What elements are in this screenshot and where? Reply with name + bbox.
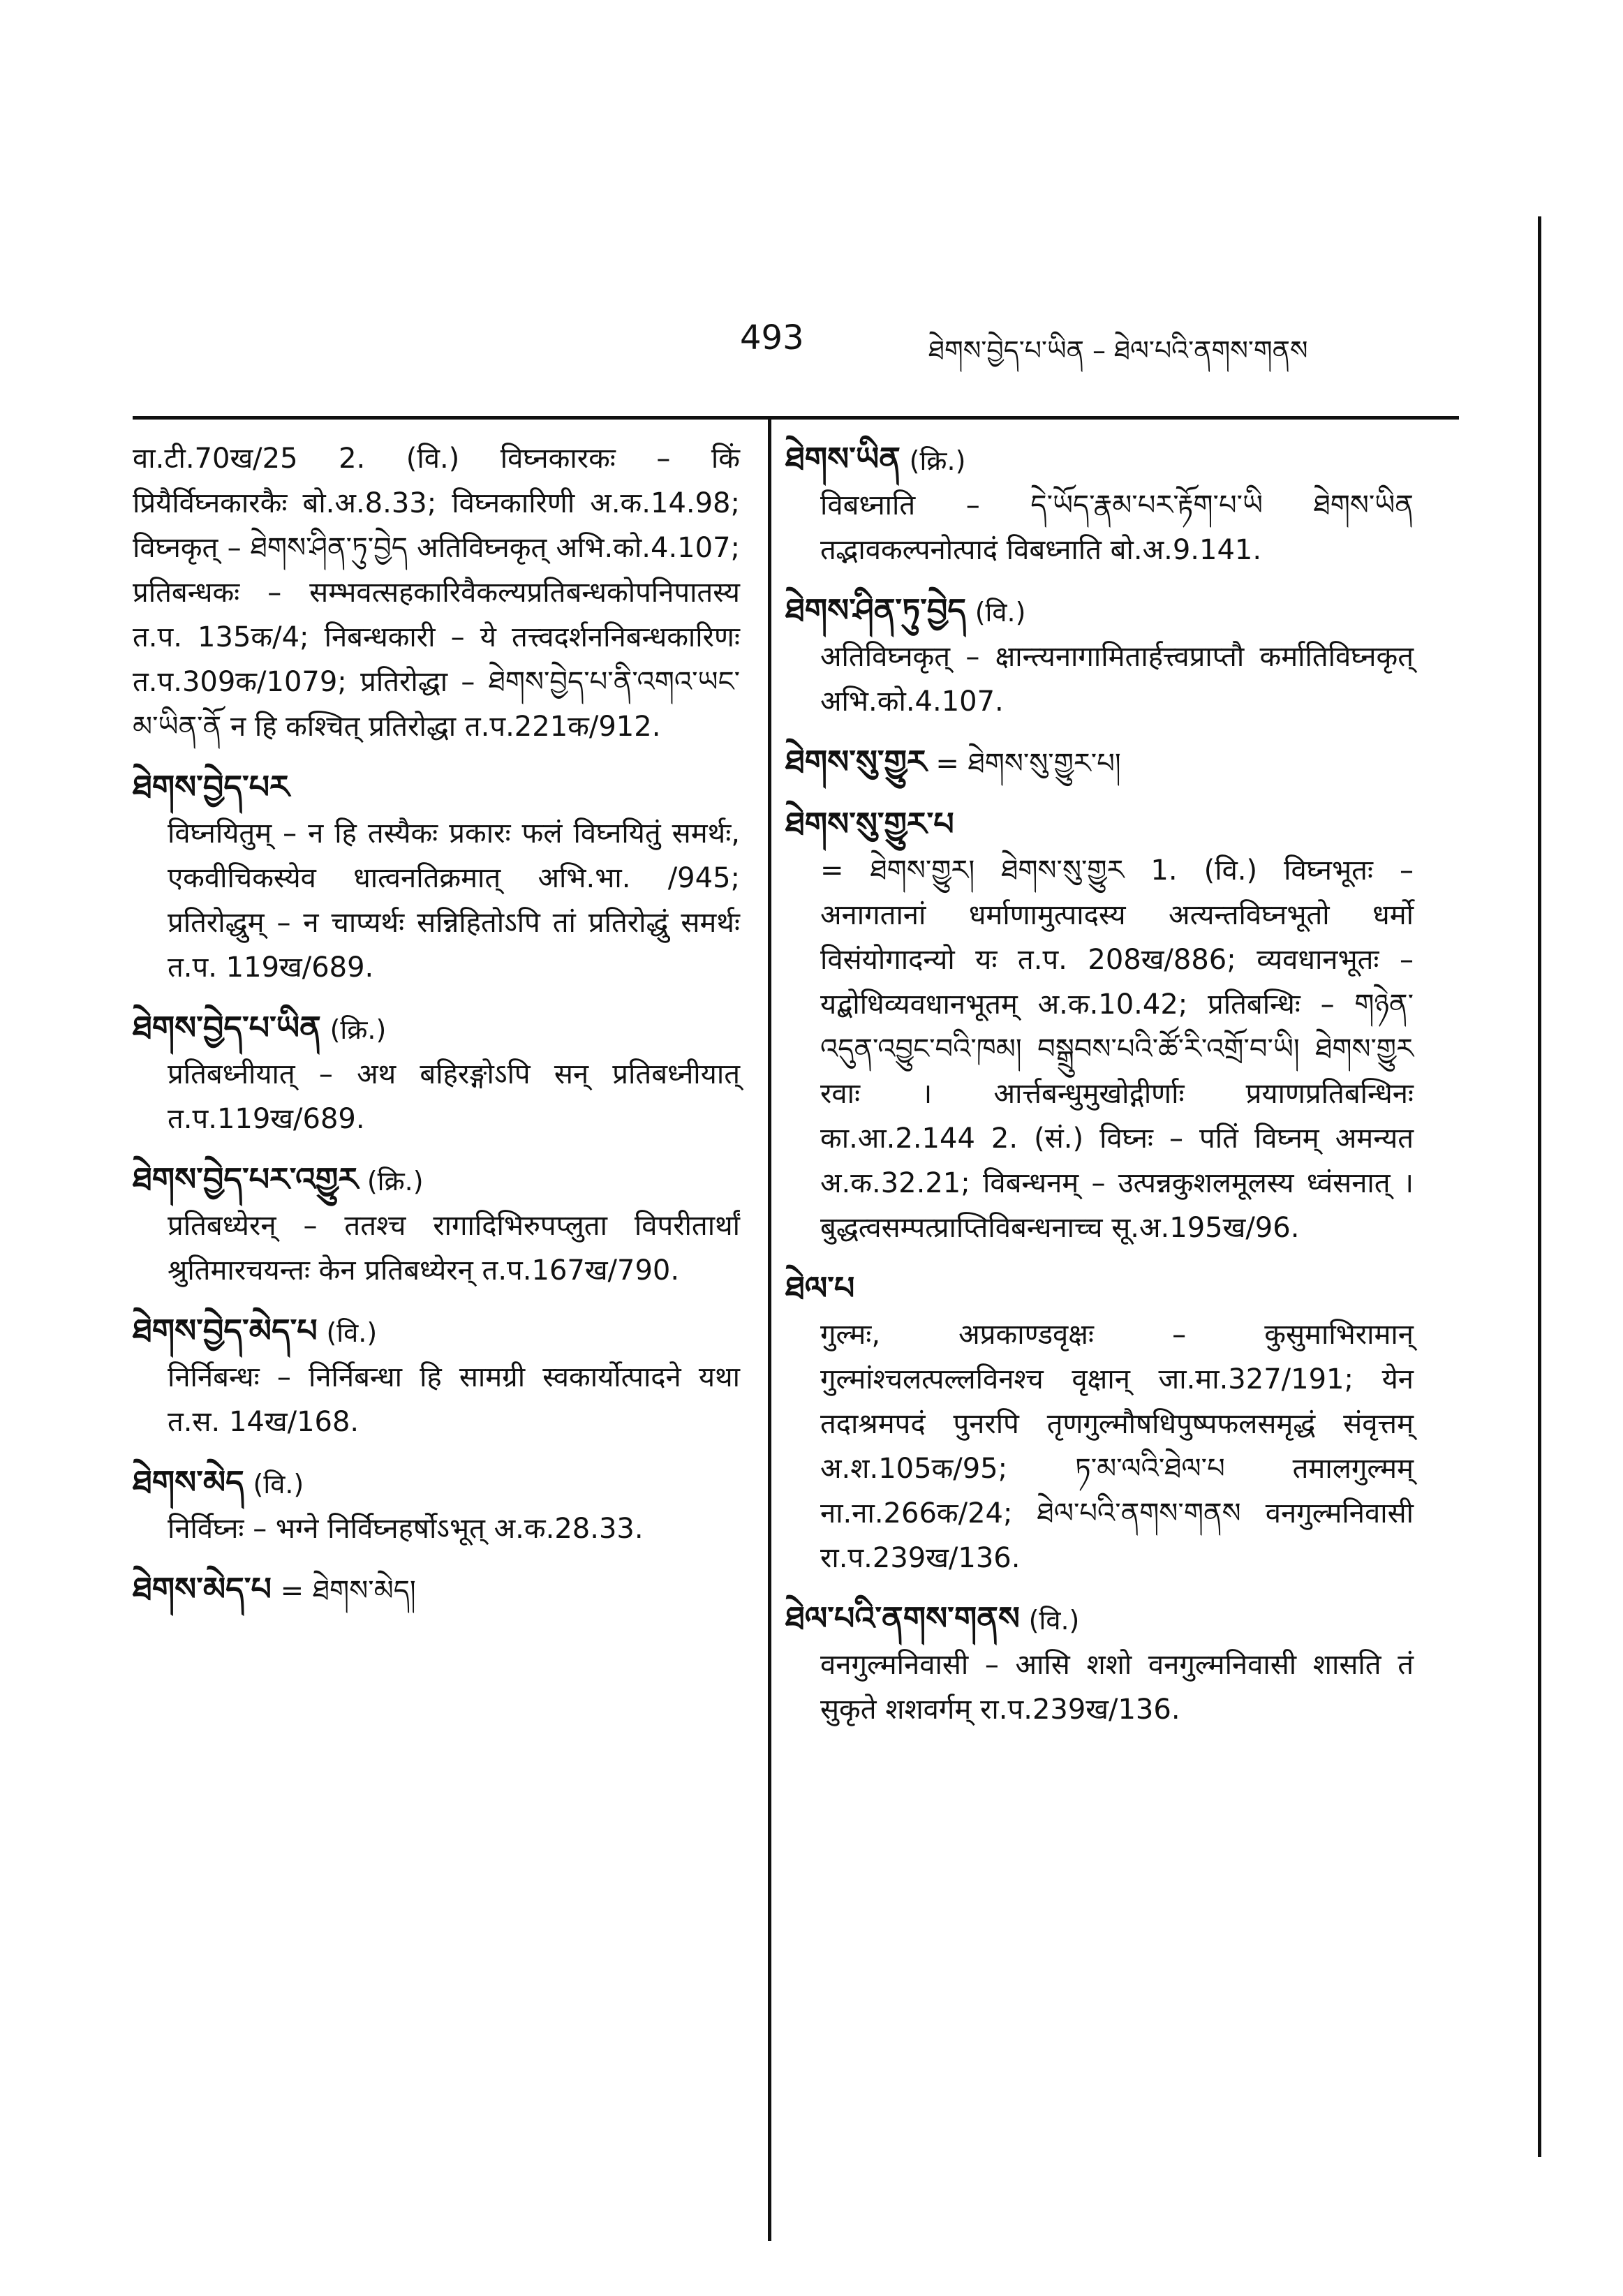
continued-text: वा.टी.70ख/25 2. (वि.) विघ्नकारकः – किं प्रियैर्विघ्नकारकैः बो.अ.8.33; विघ्नकारिणी अ.क.14.98; विघ्नकृत् – ཐེགས་ཤིན་ཏུ་བྱེད अतिविघ्नकृत् अभि.को.4.107; प्रतिबन्धकः – सम्भवत्सहकारिवैकल्यप्रतिबन्धकोपनिपातस्य त.प. 135क/4; निबन्धकारी – ये तत्त्वदर्शननिबन्धकारिणः त.प.309क/1079; प्रतिरोद्धा – ཐེགས་བྱེད་པ་ནི་འགའ་ཡང་མ་ཡིན་ནོ न हि कश्चित् प्रतिरोद्धा त.प.221क/912. [133, 443, 740, 743]
headword: ཐེགས་སུ་གྱུར [785, 743, 927, 780]
entry-text: = ཐེགས་སུ་གྱུར་པ། [935, 748, 1121, 780]
grammar-label: (वि.) [974, 597, 1026, 628]
dictionary-entry [785, 1596, 1414, 1732]
dictionary-entry [785, 588, 1414, 724]
entry-text: निर्विघ्नः – भग्ने निर्विघ्नहर्षोऽभूत् अ.क.28.33. [168, 1513, 644, 1545]
grammar-label: (क्रि.) [329, 1014, 387, 1045]
left-column [133, 436, 740, 1629]
dictionary-entry [133, 1157, 740, 1293]
entry-text: प्रतिबध्नीयात् – अथ बहिरङ्गोऽपि सन् प्रतिबध्नीयात् त.प.119ख/689. [168, 1058, 740, 1135]
dictionary-entry [785, 1266, 1414, 1580]
entry-text: विघ्नयितुम् – न हि तस्यैकः प्रकारः फलं विघ्नयितुं समर्थः, एकवीचिकस्येव धात्वनतिक्रमात् अभि.भा. /945; प्रतिरोद्धुम् – न चाप्यर्थः सन्निहितोऽपि तां प्रतिरोद्धुं समर्थः त.प. 119ख/689. [168, 817, 740, 984]
headword: ཐེགས་མེད [133, 1463, 244, 1501]
continued-entry [133, 436, 740, 749]
column-divider [768, 419, 771, 2241]
dictionary-entry [133, 1567, 740, 1613]
margin-rule [1538, 216, 1541, 2157]
running-head: ཐེགས་བྱེད་པ་ཡིན – ཐེལ་པའི་ནགས་གནས [928, 335, 1308, 366]
grammar-label: (क्रि.) [909, 445, 966, 476]
headword: ཐེགས་བྱེད་པར་འགྱུར [133, 1160, 359, 1198]
headword: ཐེགས་ཡིན [785, 440, 901, 477]
headword: ཐེལ་པ [785, 1269, 855, 1307]
dictionary-entry [133, 1308, 740, 1444]
headword: ཐེགས་སུ་གྱུར་པ [785, 805, 954, 843]
dictionary-entry [133, 1005, 740, 1141]
dictionary-entry [785, 436, 1414, 572]
entry-text: अतिविघ्नकृत् – क्षान्त्यनागामितार्हत्त्वप्राप्तौ कर्मातिविघ्नकृत् अभि.को.4.107. [820, 641, 1414, 718]
entry-text: निर्निबन्धः – निर्निबन्धा हि सामग्री स्वकार्योत्पादने यथा त.स. 14ख/168. [168, 1361, 740, 1438]
headword: ཐེལ་པའི་ནགས་གནས [785, 1599, 1020, 1637]
right-column [785, 436, 1414, 1747]
entry-text: गुल्मः, अप्रकाण्डवृक्षः – कुसुमाभिरामान् गुल्मांश्चलत्पल्लविनश्च वृक्षान् जा.मा.327/191; येन तदाश्रमपदं पुनरपि तृणगुल्मौषधिपुष्पफलसमृद्धं संवृत्तम् अ.श.105क/95; ཏ་མ་ལའི་ཐེལ་པ तमालगुल्मम् ना.ना.266क/24; ཐེལ་པའི་ནགས་གནས वनगुल्मनिवासी रा.प.239ख/136. [820, 1319, 1414, 1574]
dictionary-entry [133, 764, 740, 990]
headword: ཐེགས་བྱེད་པར [133, 768, 290, 806]
headword: ཐེགས་བྱེད་པ་ཡིན [133, 1009, 321, 1046]
page-number: 493 [740, 318, 804, 357]
entry-text: प्रतिबध्येरन् – ततश्च रागादिभिरुपप्लुता विपरीतार्थां श्रुतिमारचयन्तः केन प्रतिबध्येरन् त.प.167ख/790. [168, 1210, 740, 1287]
dictionary-entry [785, 739, 1414, 786]
entry-text: = ཐེགས་མེད། [280, 1575, 416, 1607]
entry-text: = ཐེགས་གྱུར། ཐེགས་སུ་གྱུར 1. (वि.) विघ्नभूतः – अनागतानां धर्माणामुत्पादस्य अत्यन्तविघ्नभूतो धर्मो विसंयोगादन्यो यः त.प. 208ख/886; व्यवधानभूतः – यद्बोधिव्यवधानभूतम् अ.क.10.42; प्रतिबन्धिः – གཉེན་འདུན་འབྱུང་བའི་ཁམ། བསྒྲུབས་པའི་ཚོ་རི་འགྲོ་བ་ཡི། ཐེགས་གྱུར रवाः । आर्त्तबन्धुमुखोद्गीर्णाः प्रयाणप्रतिबन्धिनः का.आ.2.144 2. (सं.) विघ्नः – पतिं विघ्नम् अमन्यत अ.क.32.21; विबन्धनम् – उत्पन्नकुशलमूलस्य ध्वंसनात् । बुद्धत्वसम्पत्प्राप्तिविबन्धनाच्च सू.अ.195ख/96. [820, 854, 1414, 1244]
entry-text: विबध्नाति – དེ་ཡོད་རྣམ་པར་རྟོག་པ་ཡི ཐེགས་ཡིན तद्भावकल्पनोत्पादं विबध्नाति बो.अ.9.141. [820, 489, 1414, 566]
grammar-label: (वि.) [1028, 1605, 1080, 1636]
dictionary-entry [785, 801, 1414, 1250]
headword: ཐེགས་བྱེད་མེད་པ [133, 1312, 318, 1349]
headword: ཐེགས་མེད་པ [133, 1570, 272, 1608]
headword: ཐེགས་ཤིན་ཏུ་བྱེད [785, 591, 966, 629]
grammar-label: (क्रि.) [366, 1166, 424, 1197]
header-rule [133, 416, 1459, 420]
grammar-label: (वि.) [326, 1317, 378, 1348]
entry-text: वनगुल्मनिवासी – आसि शशो वनगुल्मनिवासी शासति तं सुकृते शशवर्गम् रा.प.239ख/136. [820, 1649, 1414, 1726]
dictionary-entry [133, 1460, 740, 1551]
grammar-label: (वि.) [253, 1469, 304, 1499]
